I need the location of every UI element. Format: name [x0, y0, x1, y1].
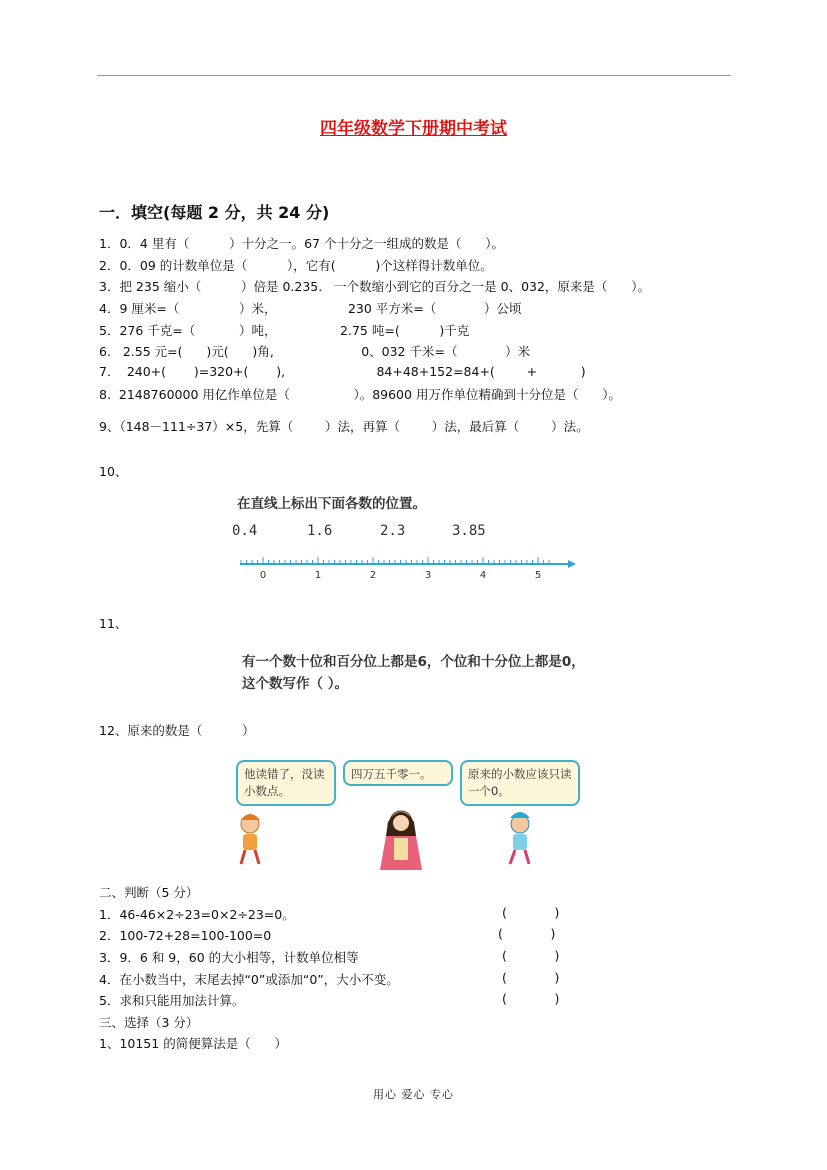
number-line-arrow: [568, 560, 576, 568]
section2-heading: 二、判断（5 分）: [99, 885, 199, 900]
fill-question-1: 1．0．4 里有（ ）十分之一。67 个十分之一组成的数是（ ）。: [99, 236, 505, 251]
judge-answer-4: ( ): [502, 970, 560, 985]
fill-question-8: 8. 2148760000 用亿作单位是（ ）。89600 用万作单位精确到十分位是（ ）。: [99, 387, 622, 402]
speech-bubble-middle: 四万五千零一。: [343, 760, 453, 786]
fill-question-9: 9、（148－111÷37）×5，先算（ ）法，再算（ ）法，最后算（ ）法。: [99, 419, 589, 434]
speech-bubble-right: 原来的小数应该只读一个0。: [460, 760, 580, 806]
judge-answer-1: ( ): [502, 905, 560, 920]
number-label-4: 3.85: [452, 523, 486, 539]
fill-question-6: 6. 2.55 元=( )元( )角, 0、032 千米=（ ）米: [99, 344, 531, 359]
question-12-figure: [228, 752, 588, 870]
fill-question-2: 2．0．09 的计数单位是（ ），它有( )个这样得计数单位。: [99, 258, 493, 273]
child-right-figure: [510, 812, 530, 864]
fill-question-3: 3．把 235 缩小（ ）倍是 0.235. 一个数缩小到它的百分之一是 0、032，原来是（ ）。: [99, 279, 651, 294]
number-label-2: 1.6: [307, 523, 333, 539]
judge-item-3: 3．9．6 和 9，60 的大小相等，计数单位相等: [99, 950, 359, 965]
number-line-tick-label: 1: [314, 570, 322, 581]
question-11-figure: [232, 640, 585, 700]
number-line-caption: 在直线上标出下面各数的位置。: [237, 496, 426, 512]
page-title: 四年级数学下册期中考试: [320, 119, 507, 139]
number-line-tick-label: 5: [534, 570, 542, 581]
number-label-3: 2.3: [380, 523, 406, 539]
child-left-figure: [241, 814, 260, 864]
question-10-label: 10、: [99, 464, 128, 479]
page-footer: 用心 爱心 专心: [373, 1088, 454, 1101]
number-line-tick-label: 3: [424, 570, 432, 581]
judge-answer-5: ( ): [502, 991, 560, 1006]
judge-item-5: 5．求和只能用加法计算。: [99, 993, 245, 1008]
fill-question-7: 7. 240+( )=320+( ), 84+48+152=84+( + ): [99, 364, 586, 379]
number-line-tick-label: 0: [259, 570, 267, 581]
cartoon-children-illustration: [228, 808, 588, 870]
question-11-line-1: 有一个数十位和百分位上都是6，个位和十分位上都是0，: [242, 654, 585, 670]
number-label-1: 0.4: [232, 523, 258, 539]
question-11-line-2: 这个数写作（ ）。: [242, 676, 348, 692]
number-line-figure: [232, 488, 578, 600]
header-rule: [97, 75, 731, 76]
question-12-label: 12、原来的数是（ ）: [99, 723, 255, 738]
number-line: [232, 548, 578, 588]
choice-item-1: 1、10151 的简便算法是（ ）: [99, 1036, 288, 1051]
number-line-tick-label: 2: [369, 570, 377, 581]
judge-answer-2: ( ): [498, 926, 556, 941]
judge-item-1: 1．46-46×2÷23=0×2÷23=0。: [99, 907, 295, 922]
number-line-tick-label: 4: [479, 570, 487, 581]
section1-heading: 一．填空(每题 2 分，共 24 分): [99, 203, 330, 222]
girl-center-figure: [380, 811, 422, 870]
fill-question-5: 5．276 千克=（ ）吨， 2.75 吨=( )千克: [99, 323, 470, 338]
judge-item-2: 2．100-72+28=100-100=0: [99, 928, 272, 943]
judge-answer-3: ( ): [502, 948, 560, 963]
speech-bubble-left: 他读错了，没读小数点。: [236, 760, 336, 806]
judge-item-4: 4．在小数当中，末尾去掉“0”或添加“0”，大小不变。: [99, 972, 399, 987]
fill-question-4: 4．9 厘米=（ ）米， 230 平方米=（ ）公顷: [99, 301, 522, 316]
section3-heading: 三、选择（3 分）: [99, 1015, 199, 1030]
question-11-label: 11、: [99, 616, 128, 631]
